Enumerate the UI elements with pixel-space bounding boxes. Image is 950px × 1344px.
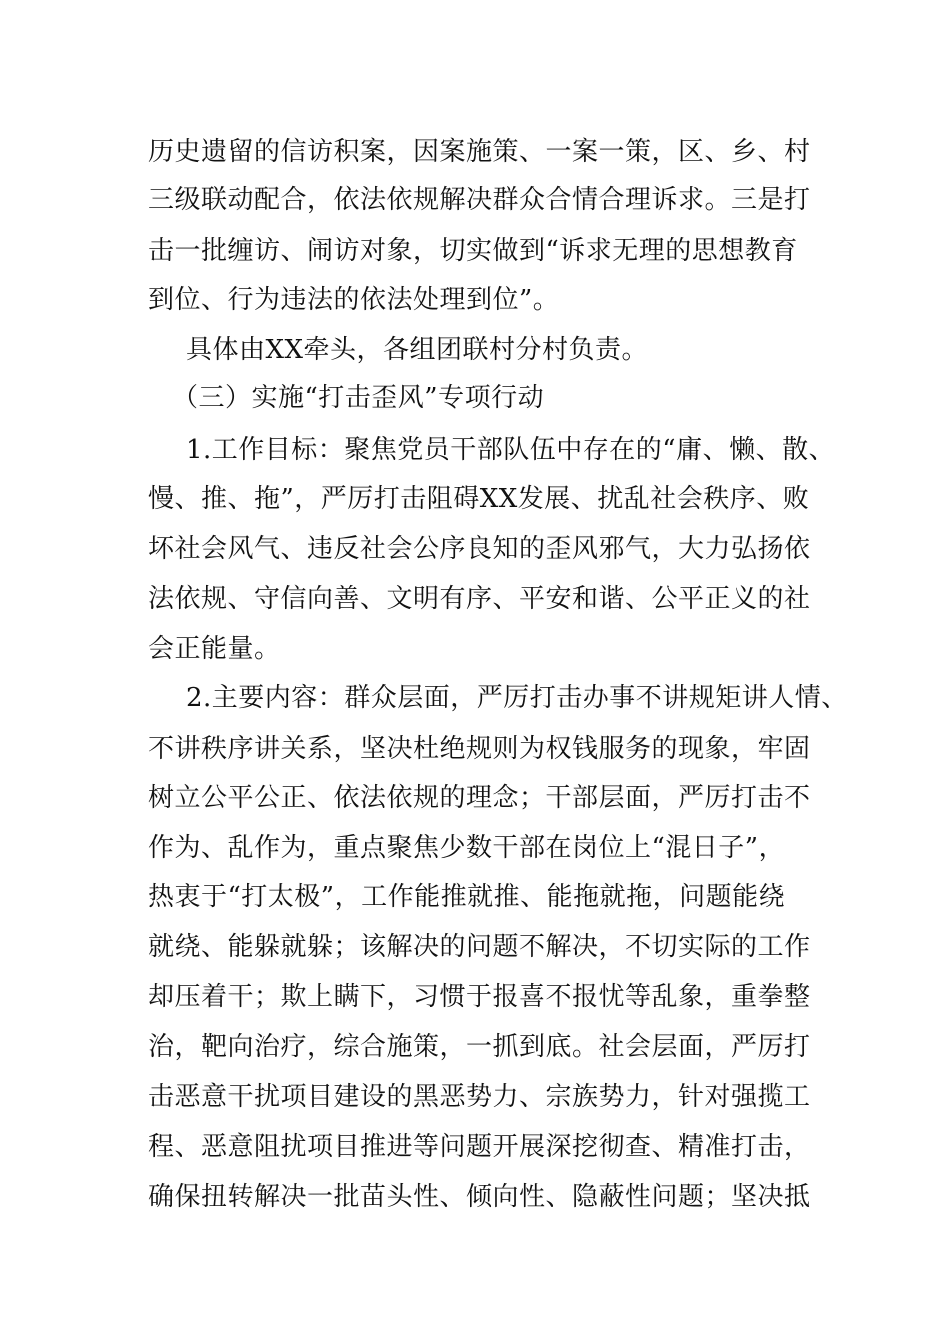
paragraph-1-line-2: 三级联动配合，依法依规解决群众合情合理诉求。三是打 [148, 185, 811, 215]
paragraph-5-line-5: 热衷于“打太极”，工作能推就推、能拖就拖，问题能绕 [148, 882, 786, 912]
paragraph-1-line-1: 历史遗留的信访积案，因案施策、一案一策，区、乡、村 [148, 137, 811, 167]
paragraph-5-line-9: 击恶意干扰项目建设的黑恶势力、宗族势力，针对强揽工 [148, 1082, 811, 1112]
paragraph-5-line-11: 确保扭转解决一批苗头性、倾向性、隐蔽性问题；坚决抵 [148, 1182, 811, 1212]
paragraph-5-line-8: 治，靶向治疗，综合施策，一抓到底。社会层面，严厉打 [148, 1032, 811, 1062]
paragraph-5-line-4: 作为、乱作为，重点聚焦少数干部在岗位上“混日子”， [148, 833, 786, 863]
paragraph-4-line-3: 坏社会风气、违反社会公序良知的歪风邪气，大力弘扬依 [148, 534, 811, 564]
section-heading: （三）实施“打击歪风”专项行动 [172, 383, 545, 413]
paragraph-5-line-7: 却压着干；欺上瞒下，习惯于报喜不报忧等乱象，重拳整 [148, 982, 811, 1012]
paragraph-5-line-2: 不讲秩序讲关系，坚决杜绝规则为权钱服务的现象，牢固 [148, 734, 811, 764]
paragraph-5-line-1: 2.主要内容：群众层面，严厉打击办事不讲规矩讲人情、 [186, 683, 848, 713]
paragraph-4-line-1: 1.工作目标：聚焦党员干部队伍中存在的“庸、懒、散、 [186, 435, 836, 465]
paragraph-5-line-10: 程、恶意阻扰项目推进等问题开展深挖彻查、精准打击， [148, 1132, 811, 1162]
paragraph-5-line-3: 树立公平公正、依法依规的理念；干部层面，严厉打击不 [148, 783, 811, 813]
paragraph-2-line-1: 具体由XX牵头，各组团联村分村负责。 [186, 335, 649, 365]
paragraph-1-line-3: 击一批缠访、闹访对象，切实做到“诉求无理的思想教育 [148, 236, 798, 266]
paragraph-4-line-2: 慢、推、拖”，严厉打击阻碍XX发展、扰乱社会秩序、败 [148, 484, 810, 514]
paragraph-4-line-4: 法依规、守信向善、文明有序、平安和谐、公平正义的社 [148, 584, 811, 614]
paragraph-1-line-4: 到位、行为违法的依法处理到位”。 [148, 285, 560, 315]
paragraph-5-line-6: 就绕、能躲就躲；该解决的问题不解决，不切实际的工作 [148, 932, 811, 962]
paragraph-4-line-5: 会正能量。 [148, 634, 281, 664]
